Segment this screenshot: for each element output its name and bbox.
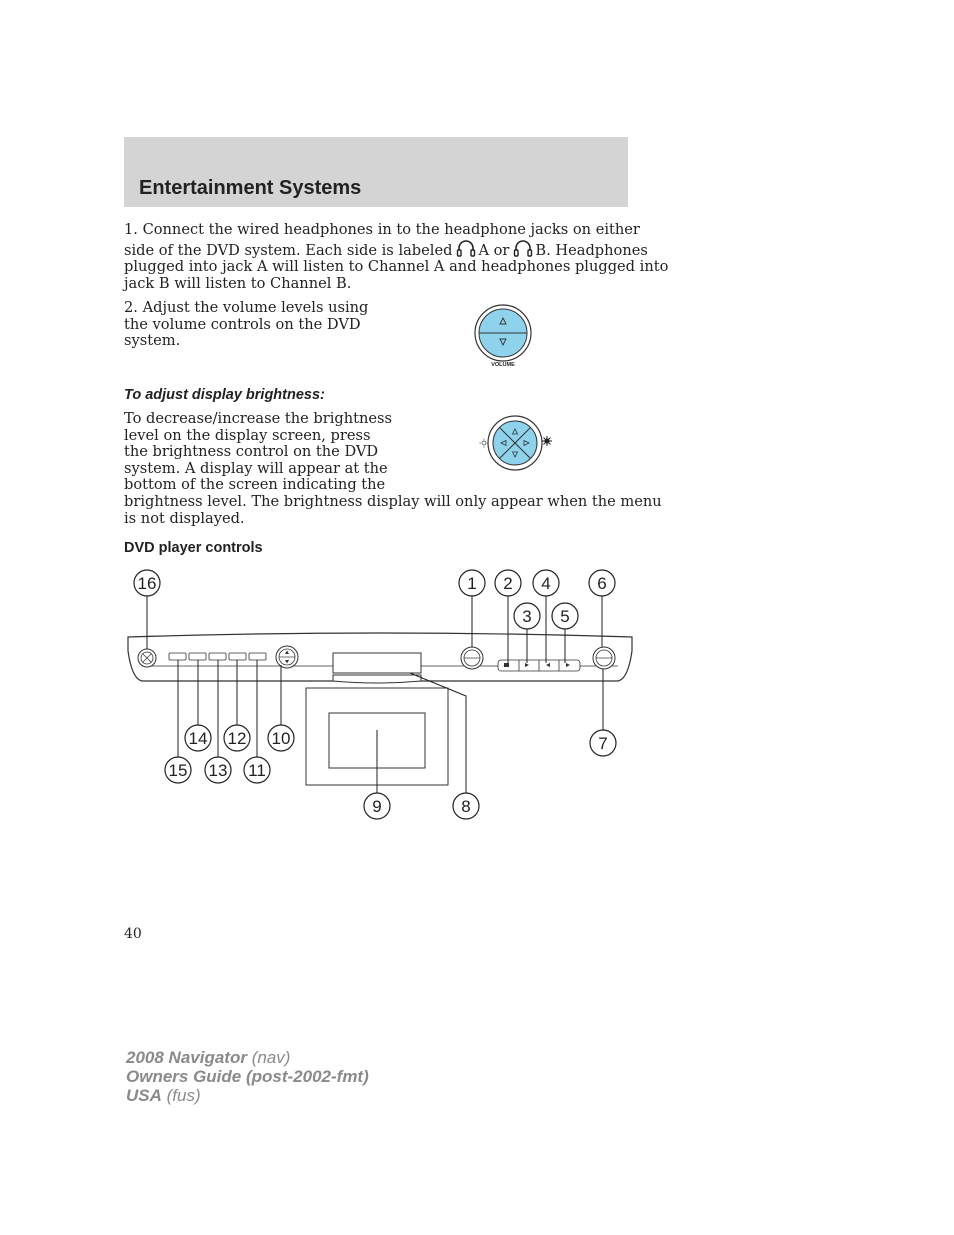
callout-14 bbox=[185, 725, 211, 751]
para2-line1: 2. Adjust the volume levels using bbox=[124, 299, 369, 316]
callout-15 bbox=[165, 757, 191, 783]
left-directional-control bbox=[138, 649, 156, 667]
callout-7 bbox=[590, 730, 616, 756]
para1-line2-text-c: B. Headphones bbox=[535, 241, 648, 259]
button-11 bbox=[249, 653, 266, 660]
callout-10 bbox=[268, 725, 294, 751]
section-title: Entertainment Systems bbox=[139, 177, 362, 199]
brightness-control-figure bbox=[478, 413, 554, 473]
svg-text:3: 3 bbox=[522, 607, 532, 626]
callout-2 bbox=[495, 570, 521, 596]
dvd-controls-heading: DVD player controls bbox=[124, 540, 263, 556]
svg-text:11: 11 bbox=[248, 761, 266, 780]
svg-text:7: 7 bbox=[598, 734, 608, 753]
button-14 bbox=[189, 653, 206, 660]
svg-text:10: 10 bbox=[271, 729, 291, 748]
para1-line2 bbox=[124, 239, 648, 260]
svg-text:14: 14 bbox=[188, 729, 208, 748]
callout-9 bbox=[364, 793, 390, 819]
headphone-instructions bbox=[124, 221, 669, 292]
svg-text:1: 1 bbox=[467, 574, 477, 593]
headphone-icon bbox=[513, 239, 533, 258]
button-12 bbox=[229, 653, 246, 660]
svg-text:8: 8 bbox=[461, 797, 471, 816]
callout-11 bbox=[244, 757, 270, 783]
para3-line2: level on the display screen, press bbox=[124, 426, 371, 444]
para3-line6: brightness level. The brightness display will only appear when the menu bbox=[124, 492, 662, 510]
headphone-icon bbox=[456, 239, 476, 258]
brightness-decrease-icon bbox=[480, 439, 489, 448]
svg-text:5: 5 bbox=[560, 607, 570, 626]
volume-instructions bbox=[124, 300, 374, 350]
para3-line3: the brightness control on the DVD bbox=[124, 443, 379, 461]
disc-slot bbox=[333, 653, 421, 673]
callout-5 bbox=[552, 603, 578, 629]
brightness-heading: To adjust display brightness: bbox=[124, 387, 325, 403]
para1-line4: jack B will listen to Channel B. bbox=[124, 274, 352, 292]
footer-line1: 2008 Navigator (nav) bbox=[126, 1048, 291, 1067]
para2-line3: system. bbox=[124, 332, 181, 350]
svg-text:15: 15 bbox=[168, 761, 188, 780]
callout-6 bbox=[589, 570, 615, 596]
play-pause-icon bbox=[504, 663, 509, 667]
para1-line3: plugged into jack A will listen to Channel A and headphones plugged into bbox=[124, 258, 669, 276]
brightness-button bbox=[276, 646, 298, 668]
para1-line2-text-b: A or bbox=[478, 241, 510, 259]
button-13 bbox=[209, 653, 226, 660]
callout-1 bbox=[459, 570, 485, 596]
callout-16 bbox=[134, 570, 160, 596]
para3-line4: system. A display will appear at the bbox=[124, 459, 388, 477]
svg-text:13: 13 bbox=[208, 761, 228, 780]
svg-text:2: 2 bbox=[503, 574, 513, 593]
para2-line2: the volume controls on the DVD bbox=[124, 315, 361, 333]
para3-line1: To decrease/increase the brightness bbox=[124, 410, 392, 427]
svg-text:9: 9 bbox=[372, 797, 382, 816]
para1-line1: 1. Connect the wired headphones in to the headphone jacks on either bbox=[124, 221, 640, 238]
volume-control-figure bbox=[470, 302, 536, 370]
dvd-controls-diagram bbox=[120, 565, 640, 825]
callout-8 bbox=[453, 793, 479, 819]
volume-label: VOLUME bbox=[491, 362, 515, 368]
callout-12 bbox=[224, 725, 250, 751]
para1-line2-text-a: side of the DVD system. Each side is labeled bbox=[124, 241, 453, 259]
document-footer bbox=[126, 1048, 369, 1105]
footer-line3: USA (fus) bbox=[126, 1086, 201, 1105]
button-15 bbox=[169, 653, 186, 660]
svg-text:12: 12 bbox=[227, 729, 247, 748]
footer-line2: Owners Guide (post-2002-fmt) bbox=[126, 1067, 369, 1086]
channel-button bbox=[461, 647, 483, 669]
page-number: 40 bbox=[124, 926, 142, 942]
callout-4 bbox=[533, 570, 559, 596]
menu-buttons-row bbox=[169, 653, 266, 660]
svg-text:4: 4 bbox=[541, 574, 551, 593]
disc-slot-lip bbox=[333, 675, 421, 683]
callout-3 bbox=[514, 603, 540, 629]
callout-13 bbox=[205, 757, 231, 783]
svg-text:6: 6 bbox=[597, 574, 607, 593]
volume-button bbox=[593, 647, 615, 669]
para3-line7: is not displayed. bbox=[124, 509, 245, 527]
para3-line5: bottom of the screen indicating the bbox=[124, 476, 386, 494]
brightness-instructions bbox=[124, 410, 662, 527]
brightness-increase-icon bbox=[542, 436, 552, 446]
svg-text:16: 16 bbox=[137, 574, 157, 593]
